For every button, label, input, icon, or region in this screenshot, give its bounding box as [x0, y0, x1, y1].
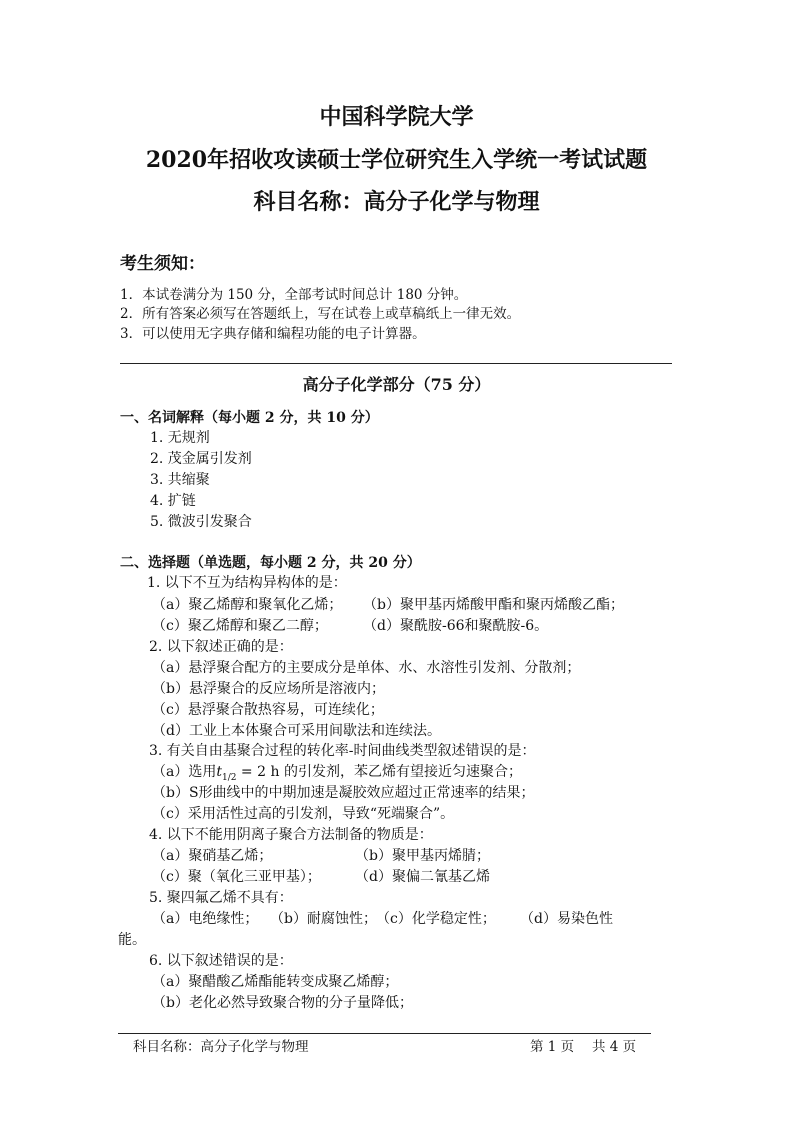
- option: （b）悬浮聚合的反应场所是溶液内；: [152, 681, 385, 697]
- section-heading: 一、名词解释（每小题 2 分，共 10 分）: [120, 410, 379, 426]
- university-name: 中国科学院大学: [319, 104, 474, 130]
- part-title: 高分子化学部分（75 分）: [302, 375, 491, 394]
- footer-subject: 科目名称：高分子化学与物理: [133, 1039, 309, 1055]
- notice-item: 2．所有答案必须写在答题纸上，写在试卷上或草稿纸上一律无效。: [120, 306, 521, 322]
- option-text: = 2 h 的引发剂，苯乙烯有望接近匀速聚合；: [236, 764, 522, 780]
- list-item: 5. 微波引发聚合: [150, 514, 252, 530]
- option: （a）电绝缘性；: [152, 911, 259, 927]
- option: （d）工业上本体聚合可采用间歇法和连续法。: [152, 723, 441, 739]
- notice-item: 3．可以使用无字典存储和编程功能的电子计算器。: [120, 326, 426, 342]
- option: （a）悬浮聚合配方的主要成分是单体、水、水溶性引发剂、分散剂；: [152, 660, 581, 676]
- question-stem: 5. 聚四氟乙烯不具有：: [149, 890, 293, 906]
- divider: [120, 363, 672, 364]
- option: （d）聚偏二氰基乙烯: [355, 869, 490, 885]
- question-stem: 3. 有关自由基聚合过程的转化率-时间曲线类型叙述错误的是：: [149, 743, 536, 759]
- footer-divider: [118, 1033, 651, 1034]
- page-number: 第 1 页: [530, 1039, 575, 1055]
- subject-title: 科目名称：高分子化学与物理: [253, 189, 540, 215]
- option: （b）S形曲线中的中期加速是凝胶效应超过正常速率的结果；: [152, 785, 535, 801]
- section-heading: 二、选择题（单选题，每小题 2 分，共 20 分）: [120, 555, 421, 571]
- option: （c）悬浮聚合散热容易，可连续化；: [152, 702, 384, 718]
- list-item: 1. 无规剂: [150, 430, 210, 446]
- option: （c）聚乙烯醇和聚乙二醇；: [152, 618, 328, 634]
- page-total: 共 4 页: [592, 1039, 637, 1055]
- half-life-subscript: 1/2: [222, 772, 237, 783]
- option-text: （a）选用: [152, 764, 217, 780]
- option: （c）采用活性过高的引发剂，导致“死端聚合”。: [152, 806, 455, 822]
- option: （b）聚甲基丙烯酸甲酯和聚丙烯酸乙酯；: [363, 597, 624, 613]
- option: （c）聚（氧化三亚甲基）；: [152, 869, 321, 885]
- option: （b）聚甲基丙烯腈；: [355, 848, 490, 864]
- question-stem: 4. 以下不能用阴离子聚合方法制备的物质是：: [149, 827, 433, 843]
- notice-heading: 考生须知：: [120, 254, 205, 274]
- option: （a）聚乙烯醇和聚氧化乙烯；: [152, 597, 343, 613]
- option: （b）老化必然导致聚合物的分子量降低；: [152, 995, 413, 1011]
- option: （a）聚醋酸乙烯酯能转变成聚乙烯醇；: [152, 974, 399, 990]
- question-stem: 2. 以下叙述正确的是：: [149, 639, 293, 655]
- exam-title: 2020年招收攻读硕士学位研究生入学统一考试试题: [145, 147, 648, 173]
- option: （c）化学稳定性；: [376, 911, 496, 927]
- option: （b）耐腐蚀性；: [270, 911, 377, 927]
- option: （d）聚酰胺-66和聚酰胺-6。: [363, 618, 549, 634]
- list-item: 3. 共缩聚: [150, 472, 210, 488]
- question-stem: 6. 以下叙述错误的是：: [149, 953, 293, 969]
- notice-item: 1．本试卷满分为 150 分，全部考试时间总计 180 分钟。: [120, 287, 468, 303]
- option-wrap: 能。: [118, 932, 146, 948]
- list-item: 4. 扩链: [150, 493, 196, 509]
- question-stem: 1. 以下不互为结构异构体的是：: [147, 575, 347, 591]
- option: （d）易染色性: [520, 911, 613, 927]
- list-item: 2. 茂金属引发剂: [150, 451, 252, 467]
- option: （a）聚硝基乙烯；: [152, 848, 273, 864]
- half-life-symbol: t: [216, 764, 222, 780]
